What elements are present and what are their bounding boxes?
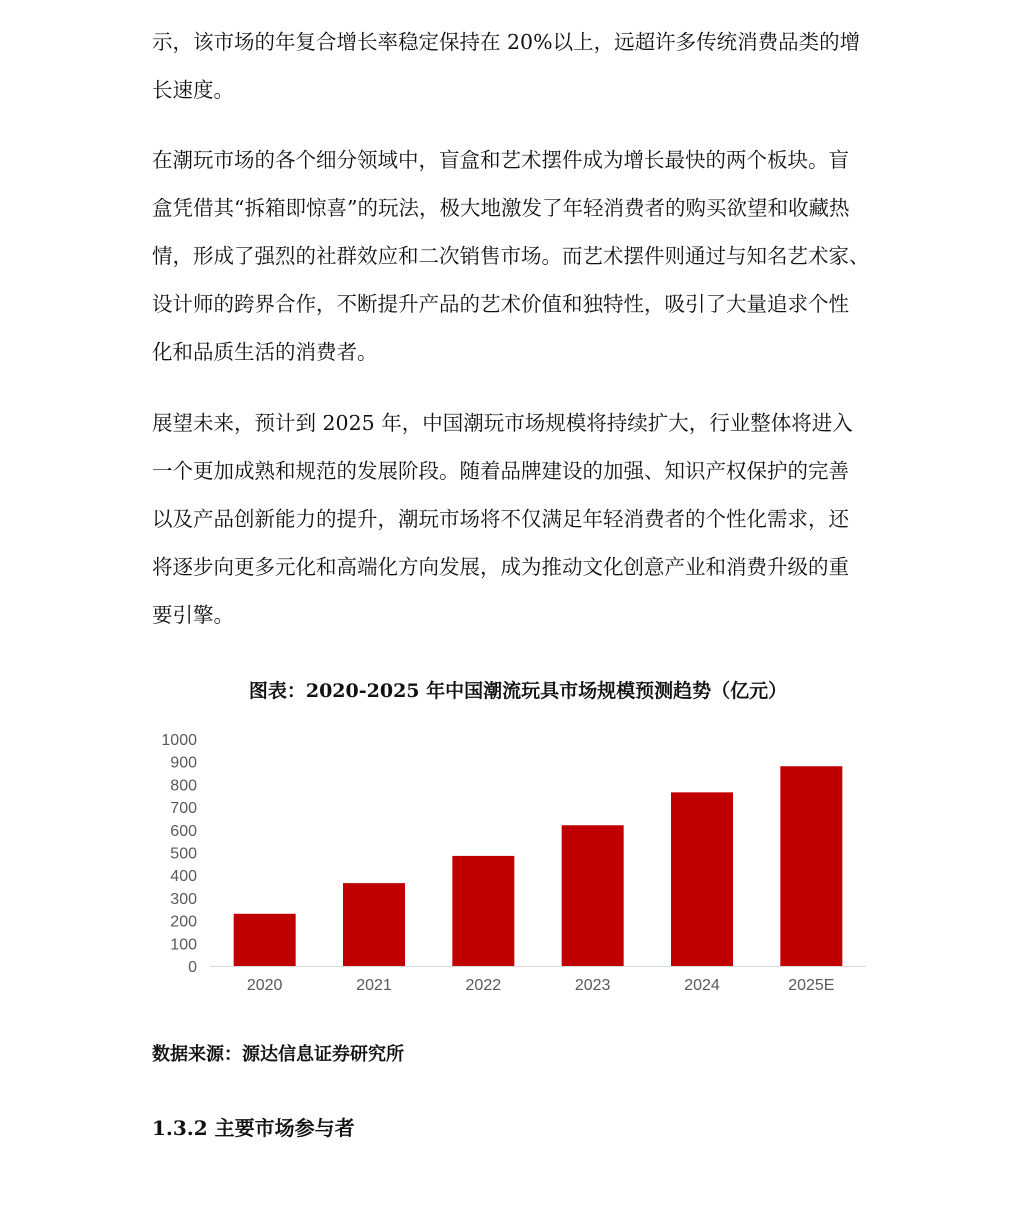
y-tick-label: 200 — [170, 913, 197, 931]
bar-2024 — [671, 792, 733, 966]
section-heading: 1.3.2 主要市场参与者 — [152, 1116, 355, 1140]
x-tick-label: 2024 — [684, 977, 720, 994]
text-line: 一个更加成熟和规范的发展阶段。随着品牌建设的加强、知识产权保护的完善 — [152, 459, 849, 483]
paragraph-growth-rate — [152, 30, 892, 126]
bar-2022 — [452, 856, 514, 966]
y-tick-label: 700 — [170, 800, 197, 818]
y-tick-label: 1000 — [161, 732, 197, 749]
y-tick-label: 800 — [170, 777, 197, 795]
text-line: 长速度。 — [152, 78, 234, 102]
y-tick-label: 900 — [170, 754, 197, 772]
x-tick-label: 2020 — [246, 977, 283, 994]
chart-title: 图表：2020-2025 年中国潮流玩具市场规模预测趋势（亿元） — [248, 680, 788, 702]
x-tick-label: 2023 — [574, 977, 611, 994]
text-line: 盒凭借其“拆箱即惊喜”的玩法，极大地激发了年轻消费者的购买欲望和收藏热 — [152, 196, 850, 220]
market-size-bar-chart — [0, 720, 1036, 1010]
text-line: 示，该市场的年复合增长率稳定保持在 20%以上，远超许多传统消费品类的增 — [152, 30, 861, 54]
text-line: 要引擎。 — [152, 603, 234, 627]
y-tick-label: 400 — [170, 868, 197, 886]
bar-2023 — [562, 825, 624, 966]
bar-2021 — [343, 883, 405, 966]
text-line: 化和品质生活的消费者。 — [152, 340, 378, 364]
y-tick-label: 100 — [170, 936, 197, 954]
text-line: 以及产品创新能力的提升，潮玩市场将不仅满足年轻消费者的个性化需求，还 — [152, 507, 849, 531]
paragraph-segments — [152, 148, 892, 388]
text-line: 设计师的跨界合作，不断提升产品的艺术价值和独特性，吸引了大量追求个性 — [152, 292, 849, 316]
y-tick-label: 300 — [170, 890, 197, 908]
y-tick-label: 600 — [170, 822, 197, 840]
y-tick-label: 0 — [188, 959, 197, 976]
text-line: 将逐步向更多元化和高端化方向发展，成为推动文化创意产业和消费升级的重 — [152, 555, 849, 579]
x-tick-label: 2025E — [788, 977, 835, 994]
text-line: 情，形成了强烈的社群效应和二次销售市场。而艺术摆件则通过与知名艺术家、 — [152, 244, 870, 268]
data-source-note: 数据来源：源达信息证券研究所 — [152, 1044, 404, 1065]
bar-2020 — [234, 914, 296, 966]
text-line: 展望未来，预计到 2025 年，中国潮玩市场规模将持续扩大，行业整体将进入 — [152, 411, 853, 435]
text-line: 在潮玩市场的各个细分领域中，盲盒和艺术摆件成为增长最快的两个板块。盲 — [152, 148, 849, 172]
y-tick-label: 500 — [170, 845, 197, 863]
bar-2025E — [780, 766, 842, 966]
x-tick-label: 2022 — [465, 977, 502, 994]
paragraph-outlook — [152, 411, 892, 651]
x-tick-label: 2021 — [356, 977, 392, 994]
